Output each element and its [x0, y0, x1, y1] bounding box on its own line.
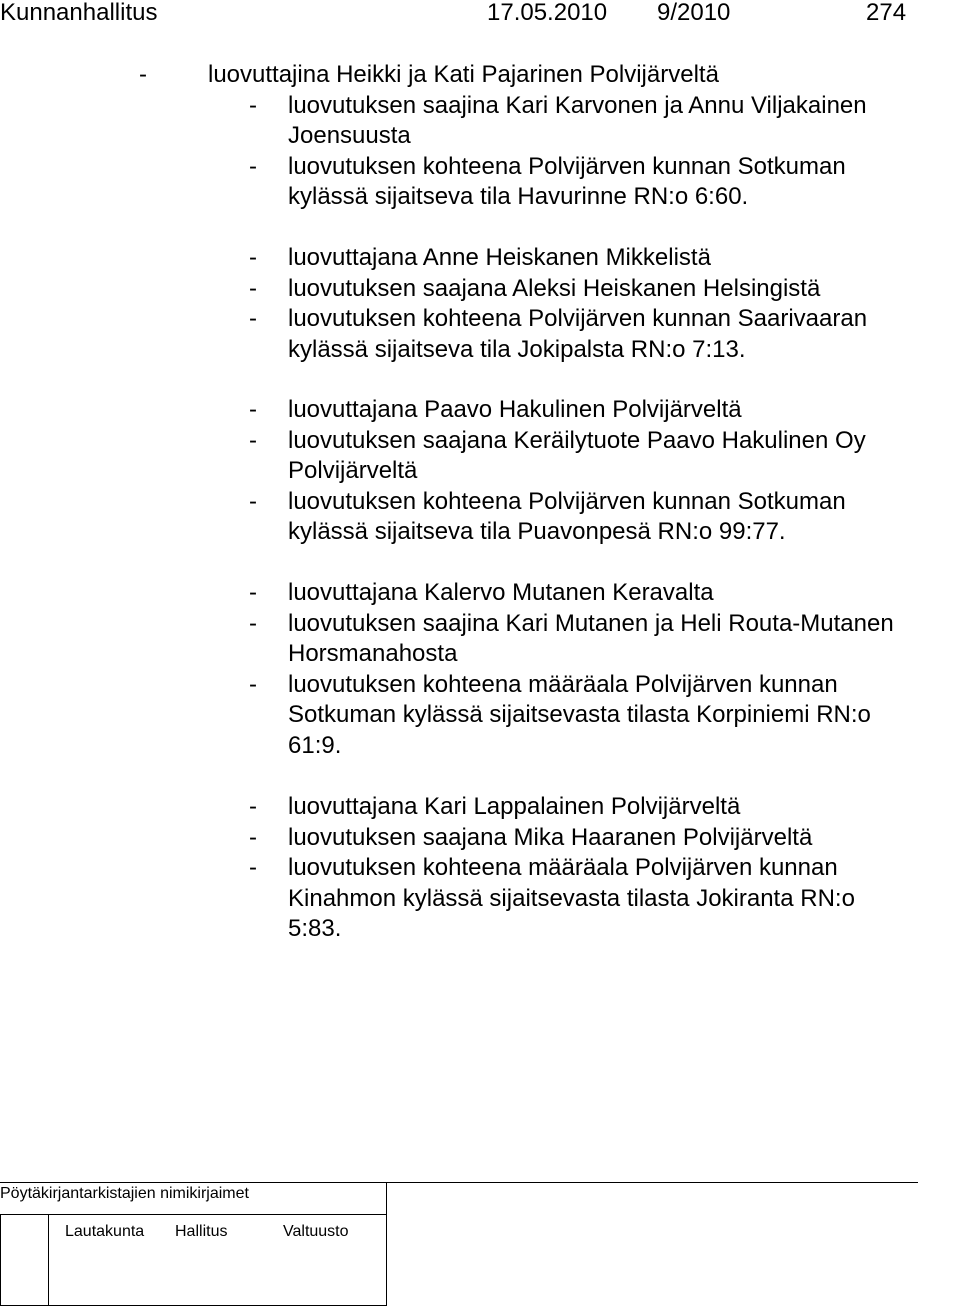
document-line: luovutuksen saajana Mika Haaranen Polvijärveltä: [288, 823, 813, 851]
document-line: luovutuksen kohteena Polvijärven kunnan Saarivaaran: [288, 305, 868, 332]
document-line: luovuttajina Heikki ja Kati Pajarinen Polvijärveltä: [208, 61, 719, 88]
document-line: luovutuksen saajina Kari Mutanen ja Heli Routa-Mutanen: [288, 609, 894, 637]
document-line: luovutuksen saajina Kari Karvonen ja Annu Viljakainen: [288, 91, 867, 119]
document-line: Horsmanahosta: [288, 640, 458, 667]
document-line: Joensuusta: [288, 122, 411, 149]
list-dash: -: [249, 396, 257, 423]
footer-box-label: [0, 1183, 387, 1215]
document-line: luovuttajana Anne Heiskanen Mikkelistä: [288, 244, 711, 271]
document-line: luovutuksen saajana Keräilytuote Paavo Hakulinen Oy: [288, 426, 866, 454]
document-line: 61:9.: [288, 731, 342, 759]
document-line: luovutuksen kohteena Polvijärven kunnan Sotkuman: [288, 487, 846, 515]
document-line: luovutuksen saajana Aleksi Heiskanen Helsingistä: [288, 274, 821, 302]
document-line: Kinahmon kylässä sijaitsevasta tilasta Jokiranta RN:o: [288, 884, 855, 912]
header-page-number: 274: [866, 0, 907, 26]
list-dash: -: [249, 793, 257, 820]
document-line: luovutuksen kohteena Polvijärven kunnan Sotkuman: [288, 152, 846, 180]
footer-initials-label: Pöytäkirjantarkistajien nimikirjaimet: [0, 1185, 249, 1202]
document-line: luovutuksen kohteena määräala Polvijärven kunnan: [288, 670, 838, 698]
list-dash: -: [249, 305, 257, 332]
document-line: luovuttajana Kari Lappalainen Polvijärveltä: [288, 793, 741, 820]
header-org: Kunnanhallitus: [0, 0, 158, 26]
footer-body-hallitus: Hallitus: [175, 1223, 228, 1240]
header-meeting-number: 9/2010: [657, 0, 731, 26]
document-line: luovuttajana Kalervo Mutanen Keravalta: [288, 579, 714, 606]
document-line: kylässä sijaitseva tila Havurinne RN:o 6:60.: [288, 183, 749, 210]
footer-box-side: [48, 1214, 49, 1306]
list-dash: -: [249, 854, 257, 881]
list-dash: -: [249, 487, 257, 515]
list-dash: -: [249, 609, 257, 637]
list-dash: -: [249, 579, 257, 606]
document-line: Polvijärveltä: [288, 457, 418, 484]
list-dash: -: [249, 152, 257, 180]
document-line: 5:83.: [288, 915, 342, 942]
list-dash: -: [139, 61, 147, 88]
document-line: kylässä sijaitseva tila Jokipalsta RN:o 7:13.: [288, 335, 746, 363]
list-dash: -: [249, 823, 257, 851]
list-dash: -: [249, 244, 257, 271]
page-header: [0, 0, 960, 28]
document-line: Sotkuman kylässä sijaitsevasta tilasta Korpiniemi RN:o: [288, 701, 871, 728]
list-dash: -: [249, 91, 257, 119]
list-dash: -: [249, 670, 257, 698]
list-dash: -: [249, 426, 257, 454]
document-line: luovutuksen kohteena määräala Polvijärven kunnan: [288, 854, 838, 881]
footer-body-valtuusto: Valtuusto: [283, 1223, 349, 1240]
header-date: 17.05.2010: [487, 0, 608, 26]
document-line: kylässä sijaitseva tila Puavonpesä RN:o 99:77.: [288, 518, 786, 545]
list-dash: -: [249, 274, 257, 302]
footer-body-lautakunta: Lautakunta: [65, 1223, 145, 1240]
document-line: luovuttajana Paavo Hakulinen Polvijärveltä: [288, 396, 742, 423]
